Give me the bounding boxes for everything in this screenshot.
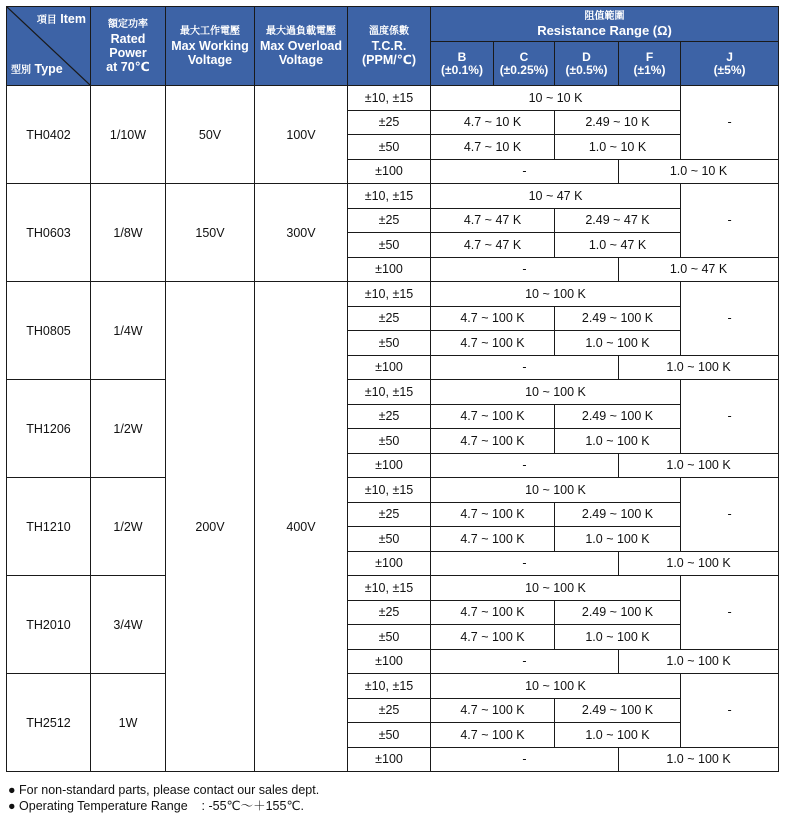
rated-power-cell: 1/2W xyxy=(91,380,166,478)
type-cell: TH1210 xyxy=(7,478,91,576)
range-cell: 1.0 ~ 100 K xyxy=(555,625,681,650)
tcr-cell: ±100 xyxy=(348,453,431,478)
range-cell: 1.0 ~ 100 K xyxy=(619,551,779,576)
tcr-cell: ±25 xyxy=(348,502,431,527)
max-working-voltage-cell: 50V xyxy=(166,86,255,184)
range-cell: 4.7 ~ 10 K xyxy=(431,110,555,135)
range-cell: 1.0 ~ 100 K xyxy=(619,747,779,772)
range-cell: 2.49 ~ 100 K xyxy=(555,600,681,625)
range-cell: - xyxy=(431,453,619,478)
range-j-cell: - xyxy=(681,576,779,650)
range-cell: 4.7 ~ 47 K xyxy=(431,208,555,233)
tcr-cell: ±50 xyxy=(348,233,431,258)
range-cell: 2.49 ~ 100 K xyxy=(555,502,681,527)
tcr-cell: ±50 xyxy=(348,135,431,160)
table-row xyxy=(7,478,779,503)
tolerance-c-header: C (±0.25%) xyxy=(494,42,555,86)
footnotes xyxy=(8,782,319,814)
tcr-cell: ±50 xyxy=(348,723,431,748)
range-cell: 4.7 ~ 100 K xyxy=(431,502,555,527)
range-cell: 4.7 ~ 100 K xyxy=(431,404,555,429)
type-cell: TH2512 xyxy=(7,674,91,772)
tolerance-d-header: D (±0.5%) xyxy=(555,42,619,86)
range-cell: 10 ~ 100 K xyxy=(431,380,681,405)
tcr-cell: ±25 xyxy=(348,306,431,331)
max-working-voltage-cell: 150V xyxy=(166,184,255,282)
tcr-cell: ±100 xyxy=(348,355,431,380)
range-cell: 1.0 ~ 100 K xyxy=(555,429,681,454)
range-j-cell: - xyxy=(681,282,779,356)
tolerance-f-header: F (±1%) xyxy=(619,42,681,86)
resistance-range-header: 阻值範圍 Resistance Range (Ω) xyxy=(431,7,779,42)
range-cell: 4.7 ~ 100 K xyxy=(431,429,555,454)
tcr-cell: ±100 xyxy=(348,551,431,576)
tcr-cell: ±25 xyxy=(348,110,431,135)
tcr-cell: ±10, ±15 xyxy=(348,282,431,307)
table-row xyxy=(7,380,779,405)
max-overload-voltage-cell: 100V xyxy=(255,86,348,184)
rated-power-cell: 1W xyxy=(91,674,166,772)
range-cell: 4.7 ~ 100 K xyxy=(431,527,555,552)
range-cell: 1.0 ~ 47 K xyxy=(619,257,779,282)
type-cell: TH2010 xyxy=(7,576,91,674)
table-row xyxy=(7,576,779,601)
range-cell: 1.0 ~ 100 K xyxy=(619,649,779,674)
type-cell: TH0805 xyxy=(7,282,91,380)
range-j-cell: - xyxy=(681,380,779,454)
range-cell: 10 ~ 10 K xyxy=(431,86,681,111)
rated-power-cell: 1/8W xyxy=(91,184,166,282)
range-cell: - xyxy=(431,649,619,674)
tcr-cell: ±10, ±15 xyxy=(348,86,431,111)
range-cell: 10 ~ 100 K xyxy=(431,478,681,503)
range-cell: 4.7 ~ 10 K xyxy=(431,135,555,160)
table-row xyxy=(7,282,779,307)
spec-table-body xyxy=(7,86,779,772)
range-cell: 4.7 ~ 100 K xyxy=(431,600,555,625)
max-overload-voltage-cell: 400V xyxy=(255,282,348,772)
range-cell: - xyxy=(431,159,619,184)
tcr-cell: ±100 xyxy=(348,257,431,282)
range-cell: - xyxy=(431,355,619,380)
range-cell: 10 ~ 100 K xyxy=(431,674,681,699)
max-working-voltage-header: 最大工作電壓 Max Working Voltage xyxy=(166,7,255,86)
range-cell: 2.49 ~ 100 K xyxy=(555,404,681,429)
range-cell: 4.7 ~ 100 K xyxy=(431,306,555,331)
range-cell: - xyxy=(431,257,619,282)
range-cell: - xyxy=(431,551,619,576)
table-row xyxy=(7,184,779,209)
tcr-cell: ±10, ±15 xyxy=(348,478,431,503)
item-type-header xyxy=(7,7,91,86)
tcr-cell: ±25 xyxy=(348,208,431,233)
range-cell: 4.7 ~ 100 K xyxy=(431,331,555,356)
range-cell: 10 ~ 100 K xyxy=(431,282,681,307)
range-j-cell: - xyxy=(681,478,779,552)
range-j-cell: - xyxy=(681,184,779,258)
range-cell: 1.0 ~ 10 K xyxy=(555,135,681,160)
item-label-en: Item xyxy=(60,12,86,26)
tcr-cell: ±50 xyxy=(348,625,431,650)
range-cell: 1.0 ~ 10 K xyxy=(619,159,779,184)
tcr-cell: ±25 xyxy=(348,404,431,429)
max-overload-voltage-cell: 300V xyxy=(255,184,348,282)
tolerance-b-header: B (±0.1%) xyxy=(431,42,494,86)
range-cell: 2.49 ~ 100 K xyxy=(555,698,681,723)
type-label-zh: 型別 xyxy=(11,65,31,76)
table-row xyxy=(7,674,779,699)
tcr-cell: ±25 xyxy=(348,600,431,625)
range-cell: 1.0 ~ 100 K xyxy=(619,453,779,478)
tcr-cell: ±10, ±15 xyxy=(348,674,431,699)
range-cell: 10 ~ 100 K xyxy=(431,576,681,601)
range-cell: 1.0 ~ 47 K xyxy=(555,233,681,258)
rated-power-cell: 1/4W xyxy=(91,282,166,380)
range-j-cell: - xyxy=(681,674,779,748)
table-row xyxy=(7,86,779,111)
range-cell: 1.0 ~ 100 K xyxy=(555,331,681,356)
max-overload-voltage-header: 最大過負載電壓 Max Overload Voltage xyxy=(255,7,348,86)
tcr-cell: ±50 xyxy=(348,331,431,356)
max-working-voltage-cell: 200V xyxy=(166,282,255,772)
range-cell: 4.7 ~ 47 K xyxy=(431,233,555,258)
rated-power-cell: 1/2W xyxy=(91,478,166,576)
range-cell: 2.49 ~ 100 K xyxy=(555,306,681,331)
range-cell: 4.7 ~ 100 K xyxy=(431,625,555,650)
rated-power-header: 額定功率 Rated Power at 70℃ xyxy=(91,7,166,86)
tcr-cell: ±100 xyxy=(348,159,431,184)
range-cell: - xyxy=(431,747,619,772)
tcr-cell: ±10, ±15 xyxy=(348,576,431,601)
range-cell: 1.0 ~ 100 K xyxy=(619,355,779,380)
type-cell: TH1206 xyxy=(7,380,91,478)
rated-power-cell: 3/4W xyxy=(91,576,166,674)
tcr-cell: ±50 xyxy=(348,527,431,552)
tcr-cell: ±100 xyxy=(348,649,431,674)
tcr-cell: ±100 xyxy=(348,747,431,772)
note-operating-temp: ● Operating Temperature Range : -55℃～＋155℃. xyxy=(8,799,304,813)
range-cell: 2.49 ~ 47 K xyxy=(555,208,681,233)
type-cell: TH0402 xyxy=(7,86,91,184)
range-cell: 4.7 ~ 100 K xyxy=(431,698,555,723)
type-label-en: Type xyxy=(34,62,63,76)
tcr-cell: ±10, ±15 xyxy=(348,184,431,209)
note-nonstandard: ● For non-standard parts, please contact our sales dept. xyxy=(8,783,320,797)
range-cell: 1.0 ~ 100 K xyxy=(555,527,681,552)
tcr-cell: ±25 xyxy=(348,698,431,723)
range-j-cell: - xyxy=(681,86,779,160)
range-cell: 4.7 ~ 100 K xyxy=(431,723,555,748)
tcr-cell: ±50 xyxy=(348,429,431,454)
tolerance-j-header: J (±5%) xyxy=(681,42,779,86)
resistor-spec-table xyxy=(6,6,779,772)
range-cell: 2.49 ~ 10 K xyxy=(555,110,681,135)
type-cell: TH0603 xyxy=(7,184,91,282)
range-cell: 10 ~ 47 K xyxy=(431,184,681,209)
item-label-zh: 項目 xyxy=(36,15,57,26)
tcr-cell: ±10, ±15 xyxy=(348,380,431,405)
rated-power-cell: 1/10W xyxy=(91,86,166,184)
range-cell: 1.0 ~ 100 K xyxy=(555,723,681,748)
tcr-header: 溫度係數 T.C.R. (PPM/℃) xyxy=(348,7,431,86)
